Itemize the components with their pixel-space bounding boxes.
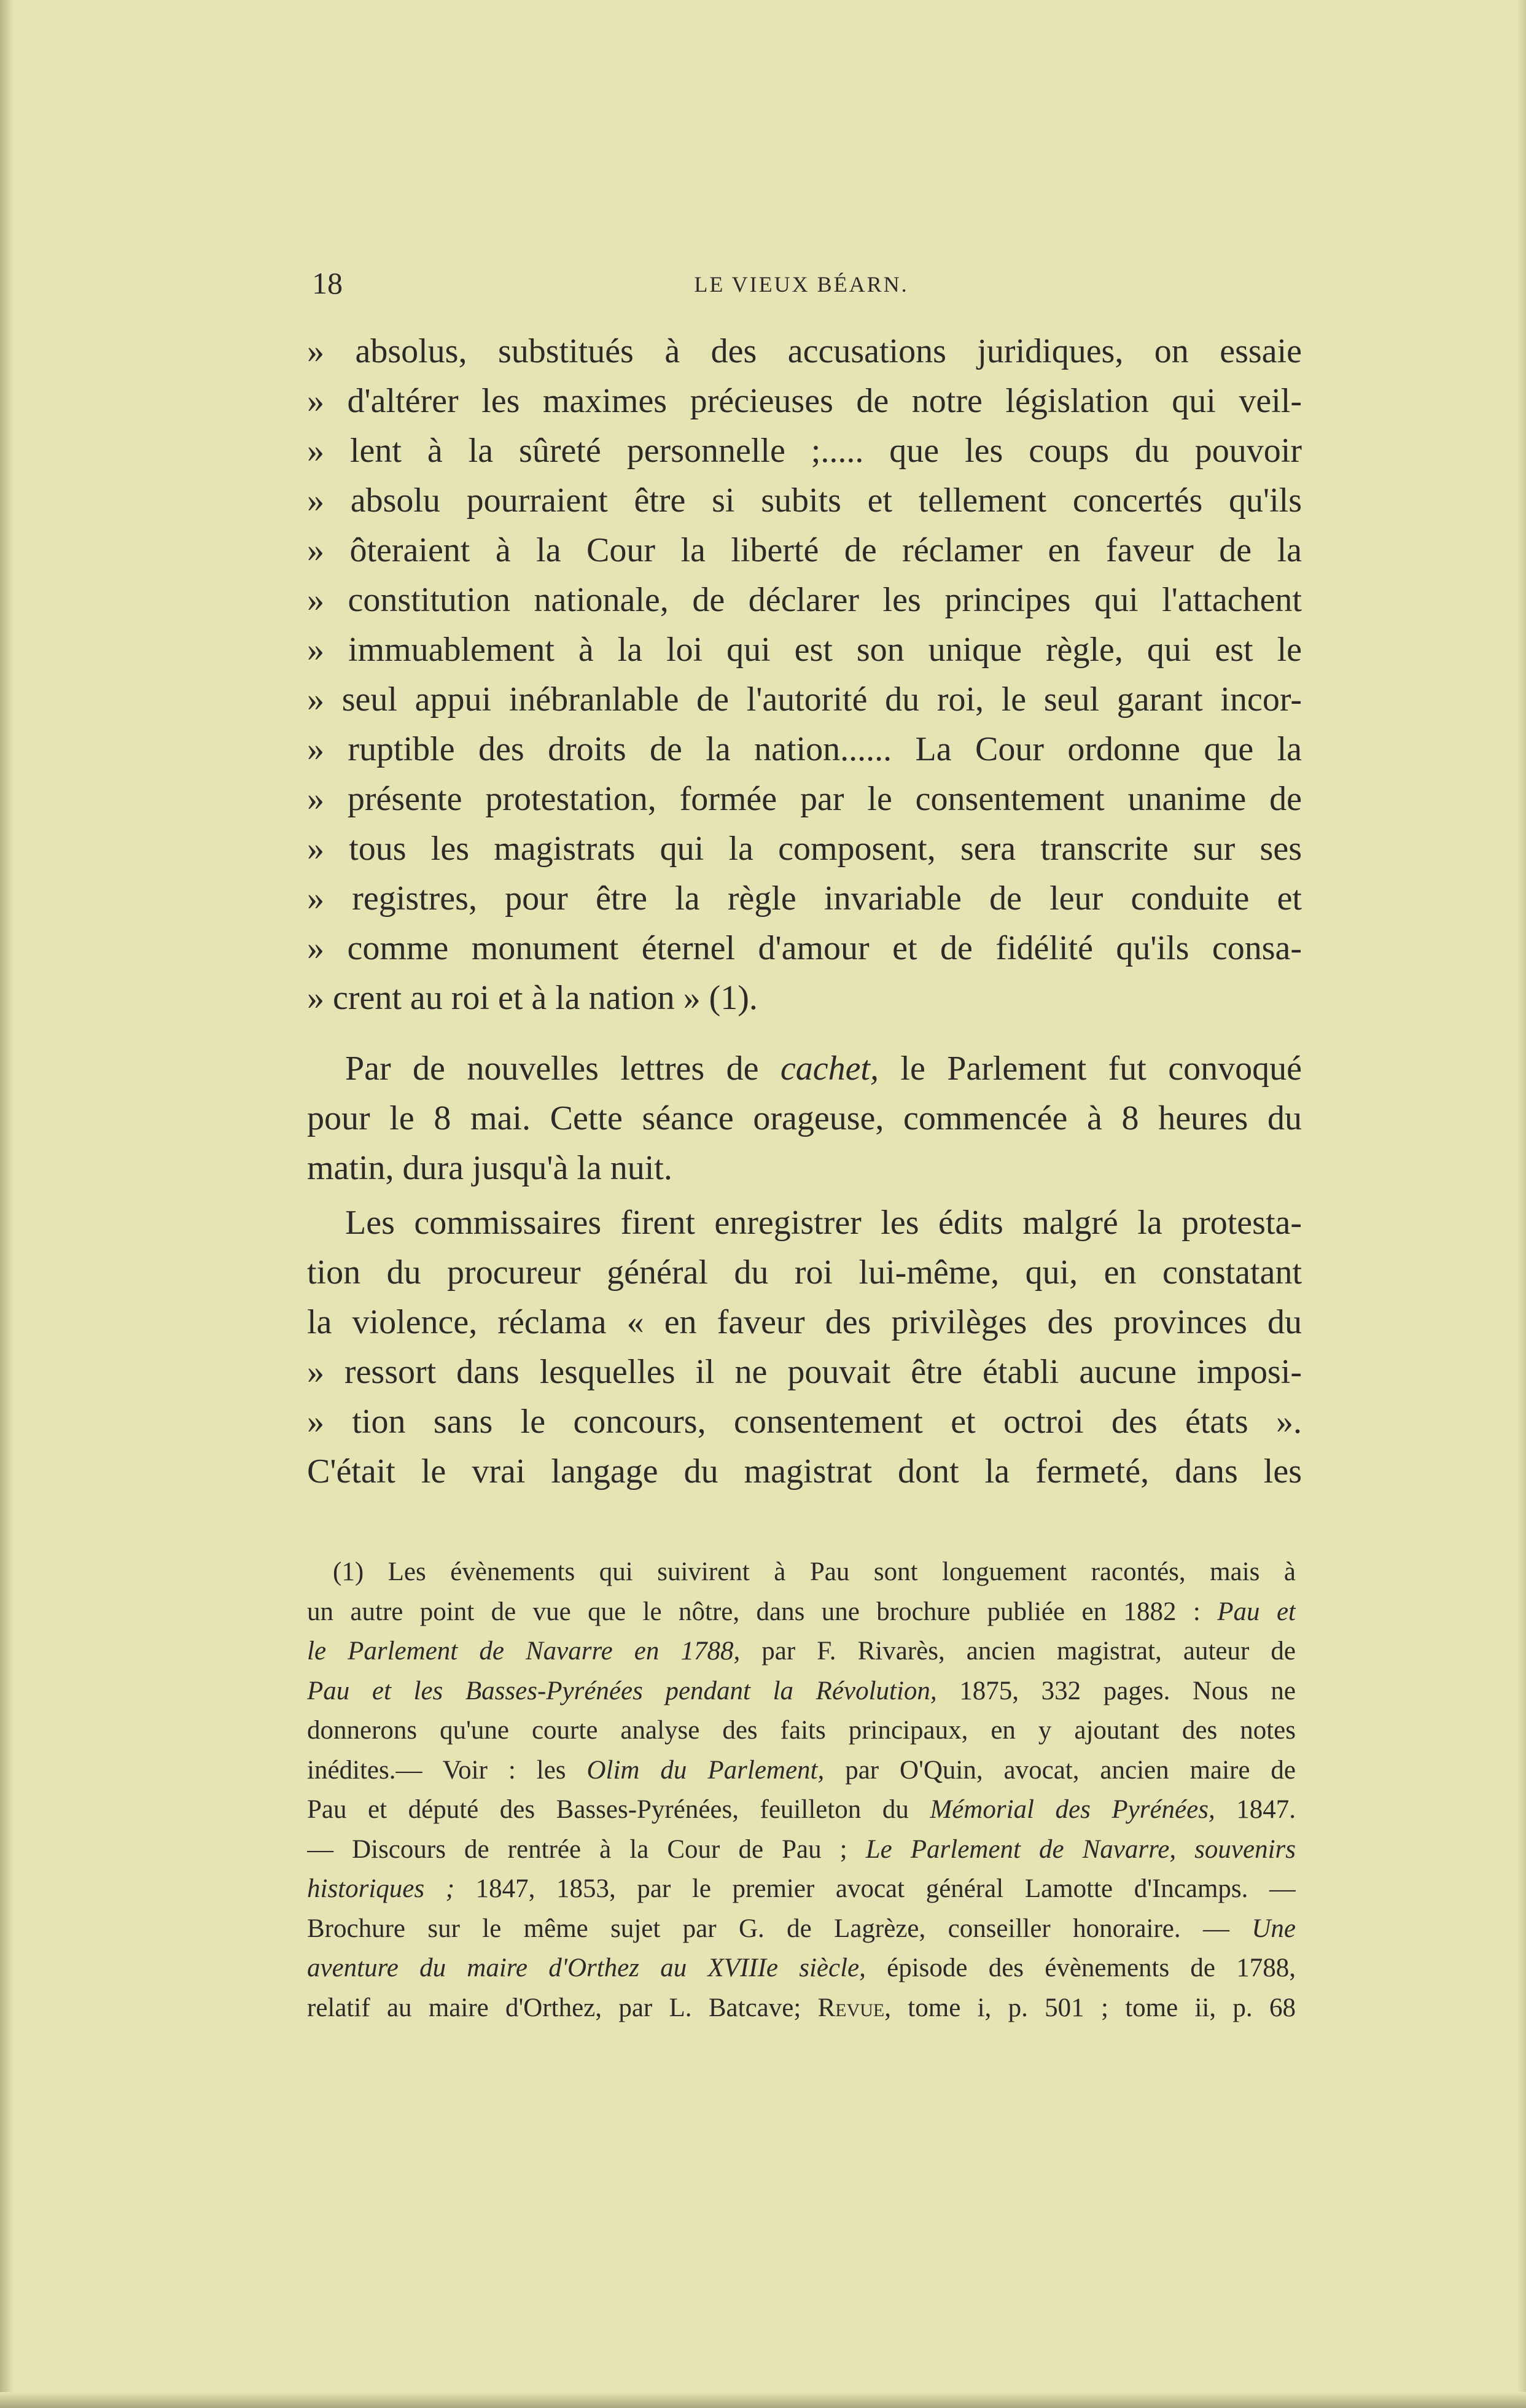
- text-line: » ressort dans lesquelles il ne pouvait être établi aucune imposi-: [307, 1353, 1302, 1391]
- text-line: tion du procureur général du roi lui-même, qui, en constatant: [307, 1253, 1302, 1292]
- italic-title: historiques ;: [307, 1874, 455, 1903]
- page-edge-bottom: [0, 2392, 1526, 2408]
- footnote-line: [307, 1909, 1296, 1949]
- quotation-paragraph: [307, 327, 1302, 1023]
- running-title: LE VIEUX BÉARN.: [694, 272, 909, 297]
- footnote-line: (1) Les évènements qui suivirent à Pau sont longuement racontés, mais à: [333, 1557, 1296, 1586]
- footnote-line: donnerons qu'une courte analyse des faits principaux, en y ajoutant des notes: [307, 1716, 1296, 1745]
- text-line: matin, dura jusqu'à la nuit.: [307, 1149, 672, 1187]
- italic-title: aventure du maire d'Orthez au XVIIIe siècle,: [307, 1954, 866, 1982]
- footnote-line: [307, 1790, 1296, 1830]
- text-line: » registres, pour être la règle invariable de leur conduite et: [307, 879, 1302, 918]
- text-span: épisode des évènements de 1788,: [865, 1954, 1296, 1982]
- text-line: » tous les magistrats qui la composent, sera transcrite sur ses: [307, 830, 1302, 868]
- page-edge-right: [1517, 0, 1526, 2408]
- text-line: » constitution nationale, de déclarer les principes qui l'attachent: [307, 581, 1302, 619]
- italic-title: Pau et les Basses-Pyrénées pendant la Révolution,: [307, 1676, 937, 1705]
- footnote-line: [307, 1751, 1296, 1791]
- footnote-line: [307, 1989, 1296, 2028]
- text-line: » comme monument éternel d'amour et de fidélité qu'ils consa-: [307, 929, 1302, 967]
- italic-term: cachet,: [780, 1050, 879, 1088]
- text-span: inédites.— Voir : les: [307, 1755, 587, 1785]
- text-span: 1875, 332 pages. Nous ne: [936, 1676, 1296, 1705]
- text-span: 1847.: [1215, 1795, 1296, 1824]
- footnote-line: [307, 1672, 1296, 1712]
- footnote-line: [307, 1949, 1296, 1989]
- text-line: » présente protestation, formée par le consentement unanime de: [307, 780, 1302, 818]
- text-span: Pau et député des Basses-Pyrénées, feuilleton du: [307, 1795, 930, 1824]
- page-header: [307, 265, 1296, 308]
- paragraph-gap: [307, 1023, 1302, 1044]
- text-span: Par de nouvelles lettres de: [345, 1050, 781, 1088]
- footnote-line: [307, 1869, 1296, 1909]
- text-line: » d'altérer les maximes précieuses de notre législation qui veil-: [307, 382, 1302, 420]
- text-line: » ôteraient à la Cour la liberté de réclamer en faveur de la: [307, 531, 1302, 569]
- page-edge-left: [0, 0, 14, 2408]
- text-line: » absolu pourraient être si subits et tellement concertés qu'ils: [307, 481, 1302, 520]
- text-span: — Discours de rentrée à la Cour de Pau ;: [307, 1834, 866, 1864]
- footnote-line: [307, 1592, 1296, 1632]
- italic-title: Une: [1252, 1914, 1296, 1943]
- text-line: la violence, réclama « en faveur des privilèges des provinces du: [307, 1303, 1302, 1341]
- paragraph-commissaires: [307, 1198, 1302, 1497]
- text-span: le Parlement fut convoqué: [878, 1050, 1302, 1088]
- italic-title: le Parlement de Navarre en 1788,: [307, 1637, 741, 1666]
- text-line: » lent à la sûreté personnelle ;..... que les coups du pouvoir: [307, 432, 1302, 470]
- small-caps-term: Revue: [817, 1993, 885, 2022]
- text-line: pour le 8 mai. Cette séance orageuse, commencée à 8 heures du: [307, 1099, 1302, 1137]
- footnote: [307, 1553, 1296, 2028]
- footnote-line: [307, 1830, 1296, 1870]
- text-line: » tion sans le concours, consentement et octroi des états ».: [307, 1403, 1302, 1441]
- text-span: 1847, 1853, par le premier avocat général Lamotte d'Incamps. —: [454, 1874, 1296, 1903]
- text-line: » crent au roi et à la nation » (1).: [307, 979, 758, 1017]
- text-span: Brochure sur le même sujet par G. de Lagrèze, conseiller honoraire. —: [307, 1914, 1252, 1943]
- text-line: » ruptible des droits de la nation...... La Cour ordonne que la: [307, 730, 1302, 768]
- text-span: , tome i, p. 501 ; tome ii, p. 68: [884, 1993, 1296, 2022]
- italic-title: Le Parlement de Navarre, souvenirs: [865, 1834, 1296, 1864]
- text-line: C'était le vrai langage du magistrat dont la fermeté, dans les: [307, 1452, 1302, 1490]
- text-span: relatif au maire d'Orthez, par L. Batcave;: [307, 1993, 818, 2022]
- text-span: par F. Rivarès, ancien magistrat, auteur de: [740, 1637, 1296, 1666]
- page-number: 18: [312, 266, 343, 300]
- italic-title: Pau et: [1217, 1597, 1296, 1626]
- text-line: » immuablement à la loi qui est son unique règle, qui est le: [307, 631, 1302, 669]
- italic-title: Olim du Parlement,: [586, 1755, 825, 1785]
- body-text: [307, 327, 1302, 1497]
- footnote-line: [307, 1632, 1296, 1672]
- text-line: » seul appui inébranlable de l'autorité du roi, le seul garant incor-: [307, 680, 1302, 719]
- text-line: » absolus, substitués à des accusations juridiques, on essaie: [307, 332, 1302, 370]
- text-line: Les commissaires firent enregistrer les édits malgré la protesta-: [345, 1204, 1302, 1242]
- paragraph-parlement-convoque: [307, 1044, 1302, 1193]
- paragraph-gap: [307, 1193, 1302, 1198]
- italic-title: Mémorial des Pyrénées,: [930, 1795, 1215, 1824]
- text-span: un autre point de vue que le nôtre, dans une brochure publiée en 1882 :: [307, 1597, 1218, 1626]
- text-span: par O'Quin, avocat, ancien maire de: [824, 1755, 1296, 1785]
- text-line: [307, 1044, 1302, 1094]
